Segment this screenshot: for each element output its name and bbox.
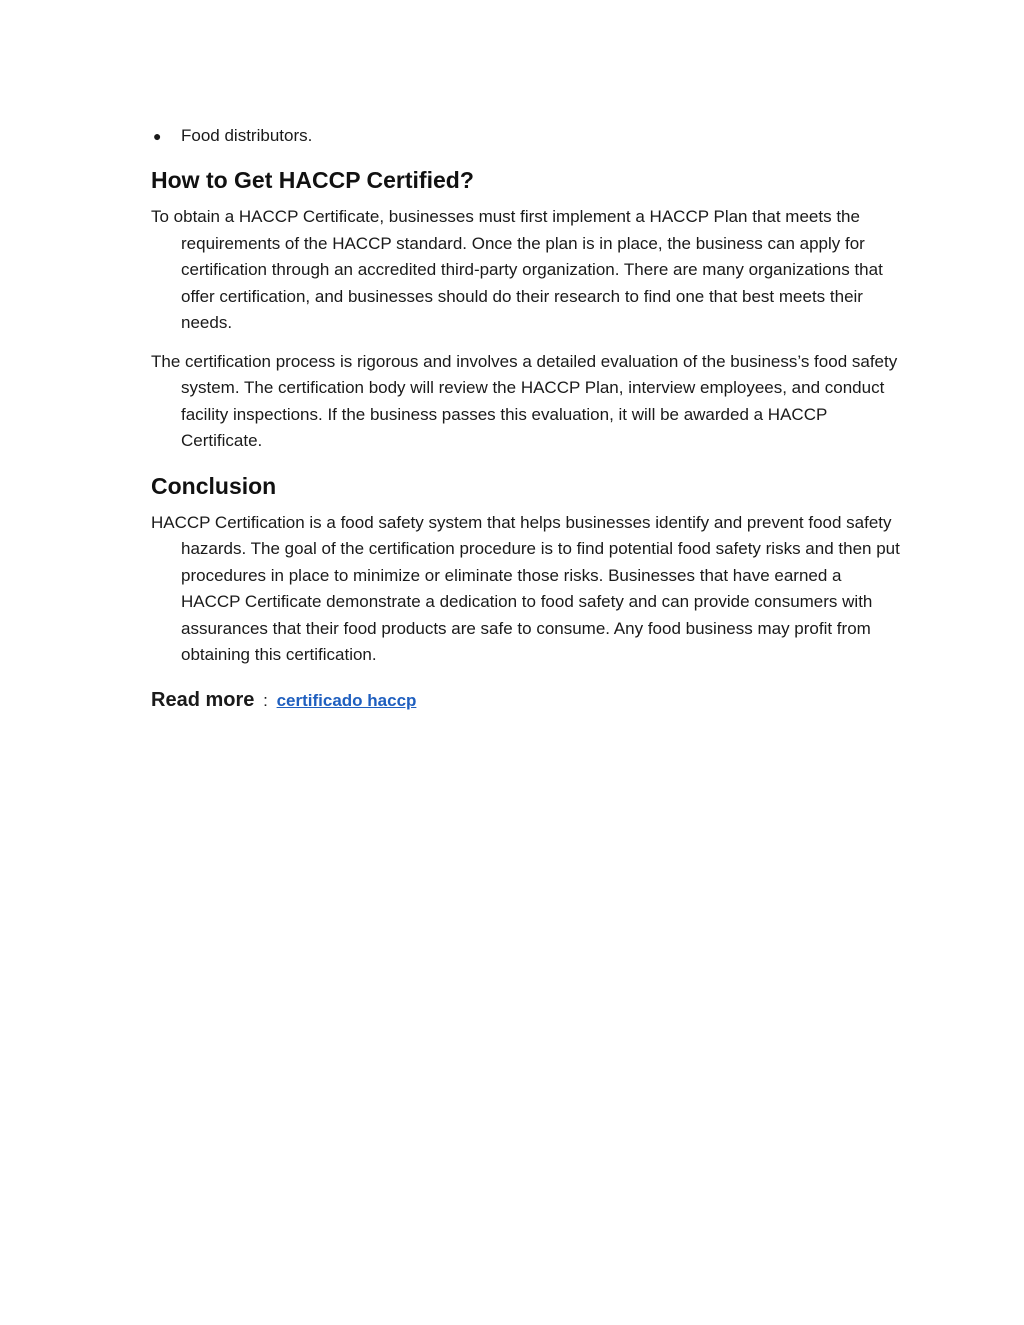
section-heading-how-to: How to Get HACCP Certified?: [151, 167, 474, 193]
read-more-separator: :: [263, 690, 268, 710]
section-heading-conclusion: Conclusion: [151, 472, 277, 499]
list-item: [151, 123, 901, 149]
read-more-label: Read more: [151, 688, 255, 711]
paragraph: HACCP Certification is a food safety system that helps businesses identify and prevent food safety hazards. The goal of the certification procedure is to find potential food safety risks and then put procedures in place to minimize or eliminate those risks. Businesses that have earned a HACCP Certificate demonstrate a dedication to food safety and can provide consumers with assurances that their food products are safe to consume. Any food business may profit from obtaining this certification.: [151, 512, 900, 664]
paragraph: The certification process is rigorous and involves a detailed evaluation of the business’s food safety system. The certification body will review the HACCP Plan, interview employees, and conduct facility inspections. If the business passes this evaluation, it will be awarded a HACCP Certificate.: [151, 351, 898, 450]
document-page: [151, 120, 901, 714]
list-item-text: Food distributors.: [181, 126, 313, 145]
bullet-icon: ●: [153, 128, 162, 144]
read-more-link[interactable]: certificado haccp: [276, 690, 417, 710]
paragraph: To obtain a HACCP Certificate, businesses must first implement a HACCP Plan that meets the requirements of the HACCP standard. Once the plan is in place, the business can apply for certification through an accredited third-party organization. There are many organizations that offer certification, and businesses should do their research to find one that best meets their needs.: [151, 207, 883, 332]
read-more-line: [151, 687, 901, 714]
bullet-list: [151, 123, 901, 149]
